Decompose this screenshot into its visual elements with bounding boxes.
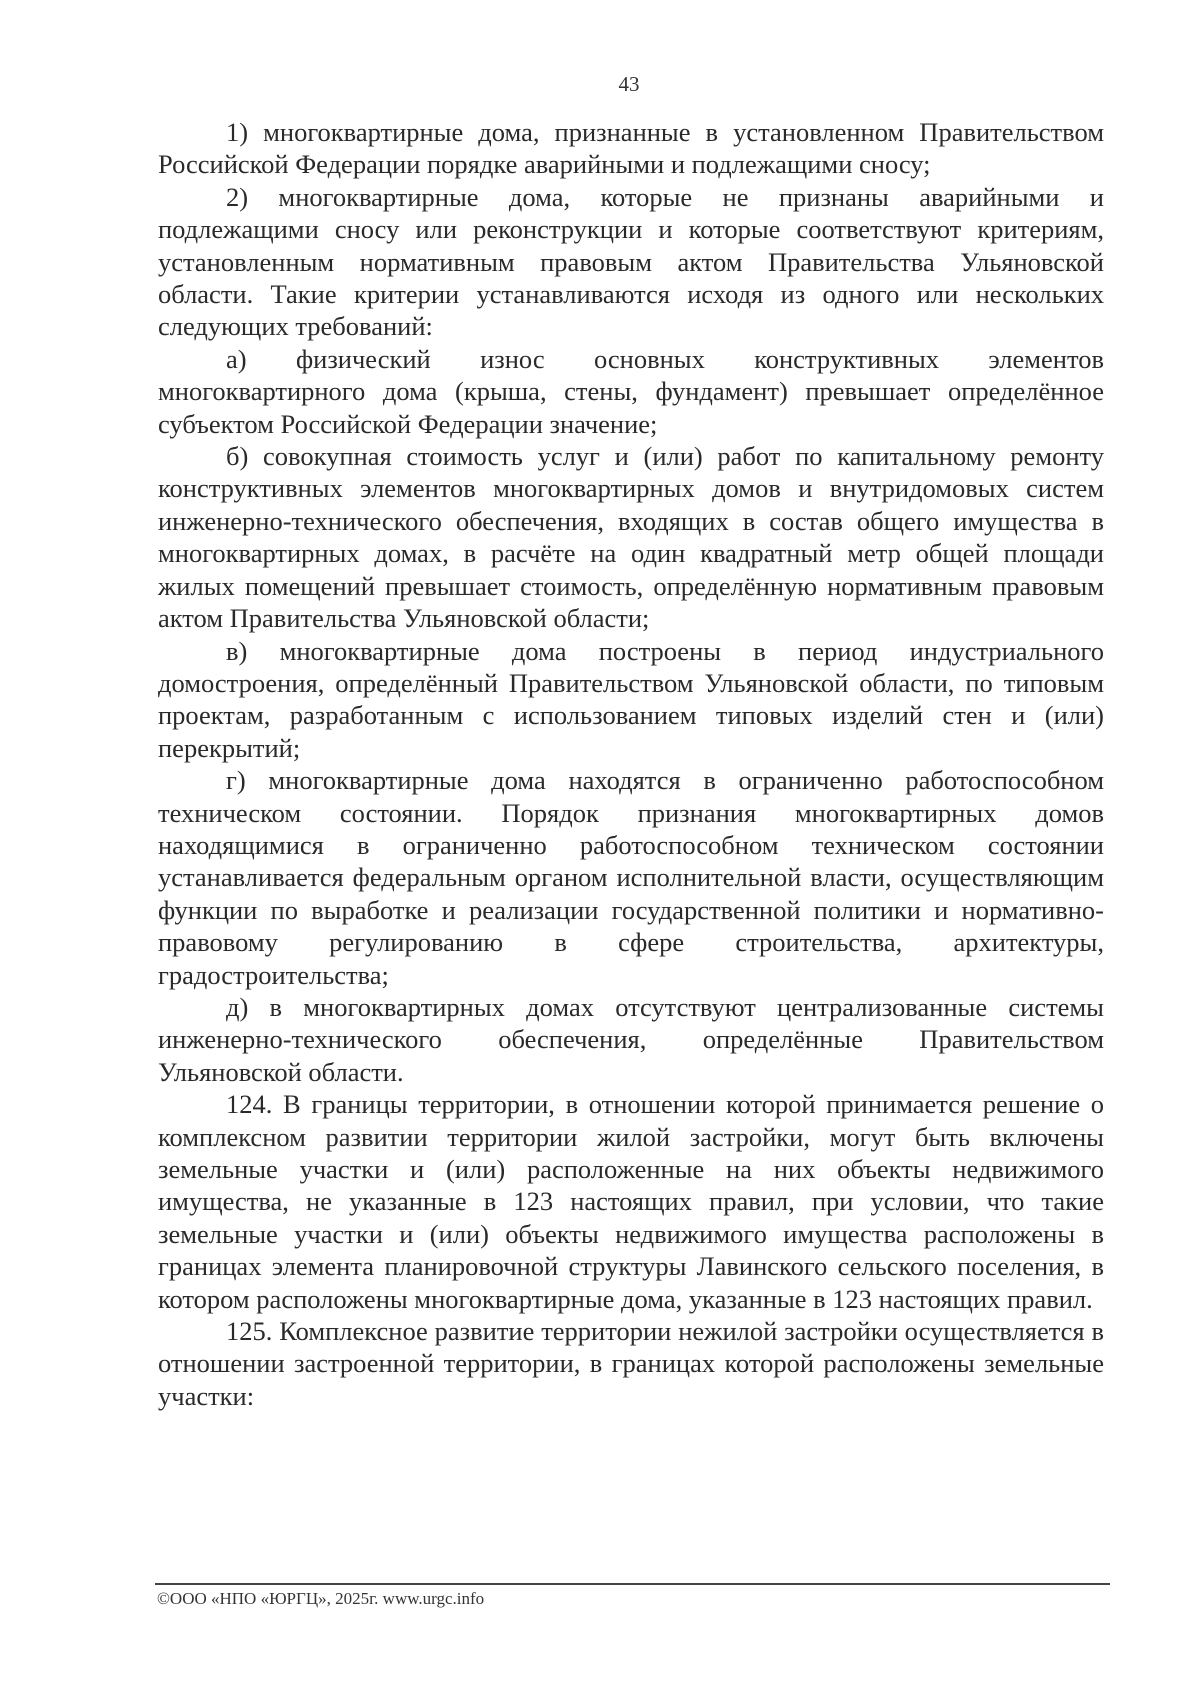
paragraph-124: 124. В границы территории, в отношении которой принимается решение о комплексном развитии территории жилой застройки, могут быть включены земельные участки и (или) расположенные на них объекты недвижимого имущества, не указанные в 123 настоящих правил, при условии, что такие земельные участки и (или) объекты недвижимого имущества расположены в границах элемента планировочной структуры Лавинского сельского поселения, в котором расположены многоквартирные дома, указанные в 123 настоящих правил. (158, 1089, 1104, 1314)
footer-copyright: ©ООО «НПО «ЮРГЦ», 2025г. www.urgc.info (157, 1589, 485, 1608)
paragraph-item-2: 2) многоквартирные дома, которые не признаны аварийными и подлежащими сносу или реконструкции и которые соответствуют критериям, установленным нормативным правовым актом Правительства Ульяновской области. Такие критерии устанавливаются исходя из одного или нескольких следующих требований: (158, 181, 1104, 342)
paragraph-item-g: г) многоквартирные дома находятся в ограниченно работоспособном техническом состоянии. Порядок признания многоквартирных домов находящимися в ограниченно работоспособном техническом состоянии устанавливается федеральным органом исполнительной власти, осуществляющим функции по выработке и реализации государственной политики и нормативно-правовому регулированию в сфере строительства, архитектуры, градостроительства; (158, 765, 1104, 990)
footer-divider (155, 1583, 1110, 1585)
paragraph-item-b: б) совокупная стоимость услуг и (или) работ по капитальному ремонту конструктивных элементов многоквартирных домов и внутридомовых систем инженерно-технического обеспечения, входящих в состав общего имущества в многоквартирных домах, в расчёте на один квадратный метр общей площади жилых помещений превышает стоимость, определённую нормативным правовым актом Правительства Ульяновской области; (158, 441, 1104, 634)
paragraph-item-a: а) физический износ основных конструктивных элементов многоквартирного дома (крыша, стены, фундамент) превышает определённое субъектом Российской Федерации значение; (158, 343, 1104, 439)
paragraph-item-1: 1) многоквартирные дома, признанные в установленном Правительством Российской Федерации порядке аварийными и подлежащими сносу; (158, 117, 1104, 180)
paragraph-125: 125. Комплексное развитие территории нежилой застройки осуществляется в отношении застроенной территории, в границах которой расположены земельные участки: (158, 1316, 1104, 1411)
paragraph-item-v: в) многоквартирные дома построены в период индустриального домостроения, определённый Правительством Ульяновской области, по типовым проектам, разработанным с использованием типовых изделий стен и (или) перекрытий; (158, 635, 1104, 763)
document-body (158, 116, 1104, 1412)
page-number: 43 (618, 72, 640, 96)
paragraph-item-d: д) в многоквартирных домах отсутствуют централизованные системы инженерно-технического обеспечения, определённые Правительством Ульяновской области. (158, 991, 1104, 1087)
